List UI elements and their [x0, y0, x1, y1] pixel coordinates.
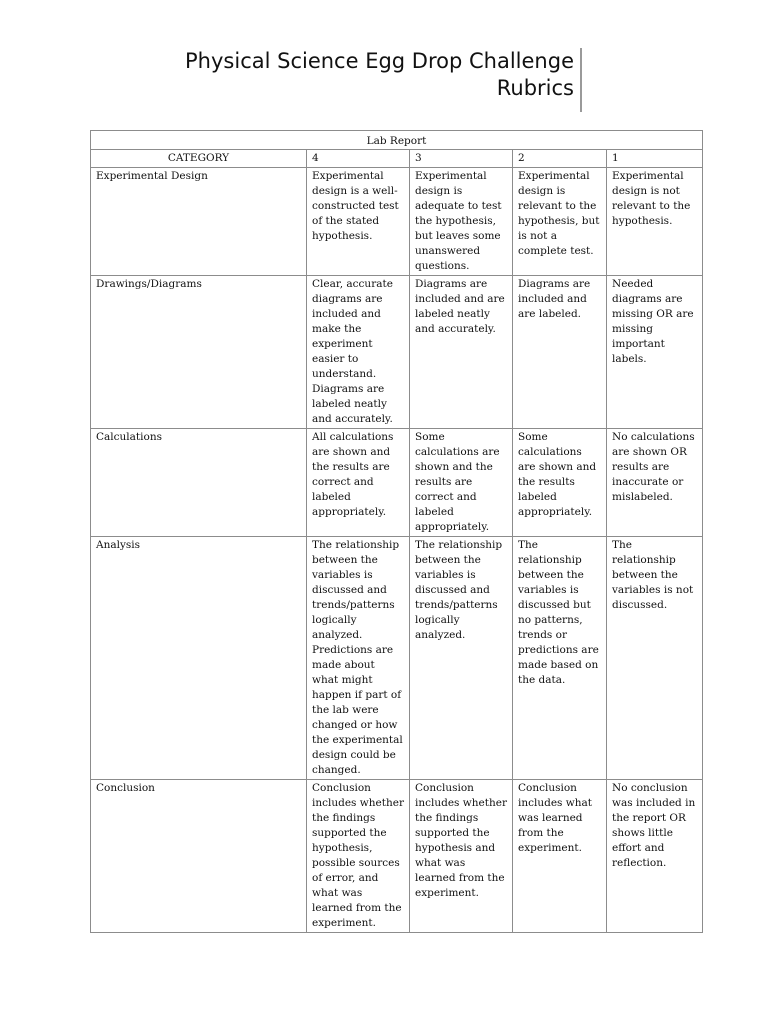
table-cell: The relationship between the variables is not discussed. [607, 537, 703, 780]
row-category: Conclusion [91, 780, 307, 933]
table-cell: All calculations are shown and the results are correct and labeled appropriately. [307, 429, 410, 537]
table-cell: The relationship between the variables is discussed and trends/patterns logically analyzed. [410, 537, 513, 780]
table-row [91, 537, 703, 780]
table-cell: No calculations are shown OR results are inaccurate or mislabeled. [607, 429, 703, 537]
table-row [91, 429, 703, 537]
table-cell: Diagrams are included and are labeled neatly and accurately. [410, 276, 513, 429]
table-cell: Conclusion includes whether the findings supported the hypothesis, possible sources of error, and what was learned from the experiment. [307, 780, 410, 933]
header-score-1: 1 [607, 150, 703, 168]
header-score-2: 2 [513, 150, 607, 168]
title-line-1: Physical Science Egg Drop Challenge [185, 49, 574, 73]
table-cell: Some calculations are shown and the results labeled appropriately. [513, 429, 607, 537]
header-category: CATEGORY [91, 150, 307, 168]
table-cell: Experimental design is not relevant to the hypothesis. [607, 168, 703, 276]
header-score-3: 3 [410, 150, 513, 168]
row-category: Analysis [91, 537, 307, 780]
table-row [91, 780, 703, 933]
table-cell: Some calculations are shown and the results are correct and labeled appropriately. [410, 429, 513, 537]
table-cell: No conclusion was included in the report OR shows little effort and reflection. [607, 780, 703, 933]
table-cell: Experimental design is relevant to the hypothesis, but is not a complete test. [513, 168, 607, 276]
row-category: Experimental Design [91, 168, 307, 276]
table-cell: Experimental design is a well-constructed test of the stated hypothesis. [307, 168, 410, 276]
header-score-4: 4 [307, 150, 410, 168]
rubric-table [90, 130, 703, 933]
document-title [120, 48, 582, 112]
table-row [91, 276, 703, 429]
table-cell: The relationship between the variables is discussed and trends/patterns logically analyzed. Predictions are made about what might happen if part of the lab were changed or how the experimental design could be changed. [307, 537, 410, 780]
table-cell: Experimental design is adequate to test the hypothesis, but leaves some unanswered questions. [410, 168, 513, 276]
table-cell: Clear, accurate diagrams are included and make the experiment easier to understand. Diagrams are labeled neatly and accurately. [307, 276, 410, 429]
row-category: Calculations [91, 429, 307, 537]
table-cell: Diagrams are included and are labeled. [513, 276, 607, 429]
table-cell: Needed diagrams are missing OR are missing important labels. [607, 276, 703, 429]
table-cell: The relationship between the variables is discussed but no patterns, trends or predictions are made based on the data. [513, 537, 607, 780]
row-category: Drawings/Diagrams [91, 276, 307, 429]
table-caption: Lab Report [91, 131, 703, 150]
table-cell: Conclusion includes whether the findings supported the hypothesis and what was learned from the experiment. [410, 780, 513, 933]
header-row [91, 150, 703, 168]
table-row [91, 168, 703, 276]
title-line-2: Rubrics [496, 76, 574, 100]
caption-row [91, 131, 703, 150]
table-cell: Conclusion includes what was learned from the experiment. [513, 780, 607, 933]
